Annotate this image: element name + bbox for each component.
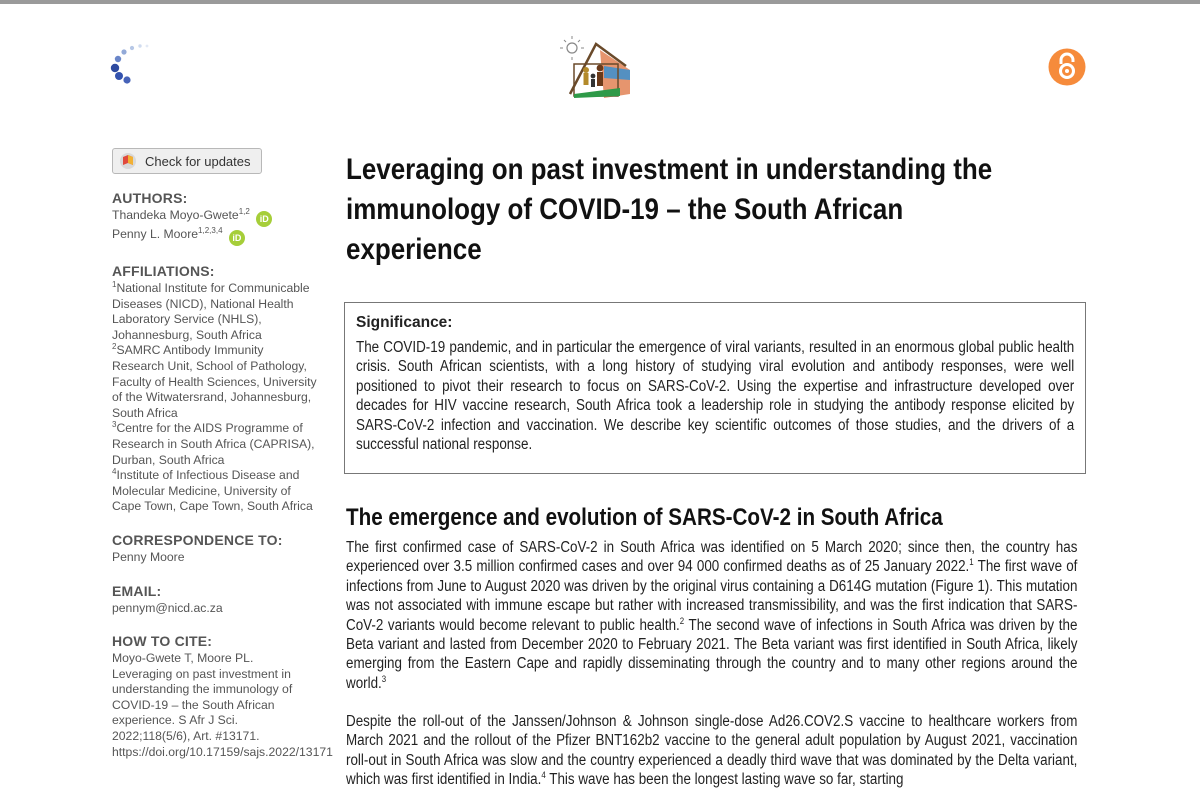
significance-text: The COVID-19 pandemic, and in particular the emergence of viral variants, resulted in an enormous global public health crisis. South African scientists, with a long history of studying viral evolution and antibody responses, were well positioned to pivot their research to focus on SARS-CoV-2. Using the expertise and infrastructure developed over decades for HIV vaccine research, South Africa took a leadership role in studying the antibody response elicited by SARS-CoV-2 infection and vaccination. We describe key scientific outcomes of those studies, and the drivers of a successful national response. [356,339,1075,454]
authors-block [112,190,317,246]
citation-ref[interactable]: 2 [679,615,685,626]
citation-ref[interactable]: 1 [969,557,974,568]
affiliation-number: 2 [112,342,117,352]
author-name: Thandeka Moyo-Gwete [112,208,239,222]
affiliation-item [112,468,317,515]
affiliation-number: 1 [112,279,117,289]
check-for-updates-label: Check for updates [145,153,251,169]
check-updates-icon [119,152,137,170]
email-block [112,583,317,617]
author-affil: 1,2,3,4 [198,225,223,235]
affiliation-item [112,343,317,421]
paragraph-text: Despite the roll-out of the Janssen/Johnson & Johnson single-dose Ad26.COV2.S vaccine to healthcare workers from March 2021 and the rollout of the Pfizer BNT162b2 vaccine to the general adult population by August 2021, vaccination roll-out in South Africa was slow and the country experienced a deadly third wave that was dominated by the Delta variant, which was first identified in India. [346,713,1078,789]
house-family-logo [560,36,632,100]
author-name: Penny L. Moore [112,227,199,241]
affiliation-item [112,281,317,343]
article-sidebar [112,190,333,777]
affiliation-text: National Institute for Communicable Diseases (NICD), National Health Laboratory Service (NHLS), Johannesburg, South Africa [112,281,310,342]
paragraph-text: The first confirmed case of SARS-CoV-2 in South Africa was identified on 5 March 2020; since then, the country has experienced over 3.5 million confirmed cases and over 94 000 confirmed deaths as of 25 January 2022. [346,539,1078,576]
article-title: Leveraging on past investment in understanding the immunology of COVID-19 – the South African experience [346,153,993,266]
author-2 [112,227,317,246]
correspondence-name: Penny Moore [112,549,185,564]
affiliation-number: 3 [112,420,117,430]
affiliation-text: Centre for the AIDS Programme of Research in South Africa (CAPRISA), Durban, South Africa [112,421,315,467]
email-link[interactable]: pennym@nicd.ac.za [112,600,223,615]
open-access-icon [1048,48,1086,86]
affiliation-item [112,421,317,468]
affiliations-block [112,263,317,515]
affiliations-heading: AFFILIATIONS: [112,263,215,279]
citation-ref[interactable]: 4 [541,770,546,781]
paragraph-text: This wave has been the longest lasting wave so far, starting [545,771,904,789]
paragraph-text: The first wave of infections from June to August 2020 was driven by the original virus containing a D614G mutation (Figure 1). This mutation was not associated with immune escape but rather with increased transmissibility, and was the first indication that SARS-CoV-2 variants would become relevant to public health. [346,558,1078,634]
cite-block [112,633,333,760]
affiliation-text: Institute of Infectious Disease and Molecular Medicine, University of Cape Town, Cape Town, South Africa [112,468,313,514]
paragraph-text: The second wave of infections in South Africa was driven by the Beta variant and lasted from December 2020 to February 2021. The Beta variant was first identified in South Africa, likely emerging from the Eastern Cape and rapidly disseminating through the country and to many other regions around the world. [346,616,1078,692]
journal-dots-logo [108,42,154,84]
correspondence-block [112,532,317,566]
author-affil: 1,2 [238,206,250,216]
authors-heading: AUTHORS: [112,190,188,206]
citation-ref[interactable]: 3 [381,673,387,684]
top-border [0,0,1200,4]
affiliation-text: SAMRC Antibody Immunity Research Unit, School of Pathology, Faculty of Health Sciences, University of the Witwatersrand, Johannesburg, South Africa [112,343,317,420]
check-for-updates-button[interactable] [112,148,262,174]
orcid-icon[interactable]: iD [229,230,245,246]
paragraph-2 [346,712,1077,790]
correspondence-heading: CORRESPONDENCE TO: [112,531,283,548]
affiliation-number: 4 [112,467,117,477]
author-1 [112,208,317,227]
paragraph-1 [346,538,1077,693]
section-heading: The emergence and evolution of SARS-CoV-2 in South Africa [346,504,943,531]
significance-heading: Significance: [356,314,453,331]
orcid-icon[interactable]: iD [256,211,272,227]
cite-heading: HOW TO CITE: [112,633,213,650]
cite-text: Moyo-Gwete T, Moore PL. Leveraging on past investment in understanding the immunology of COVID-19 – the South African experience. S Afr J Sci. 2022;118(5/6), Art. #13171. https://doi.org/10.17159/sajs.2022/13171 [112,651,333,759]
email-heading: EMAIL: [112,582,162,599]
